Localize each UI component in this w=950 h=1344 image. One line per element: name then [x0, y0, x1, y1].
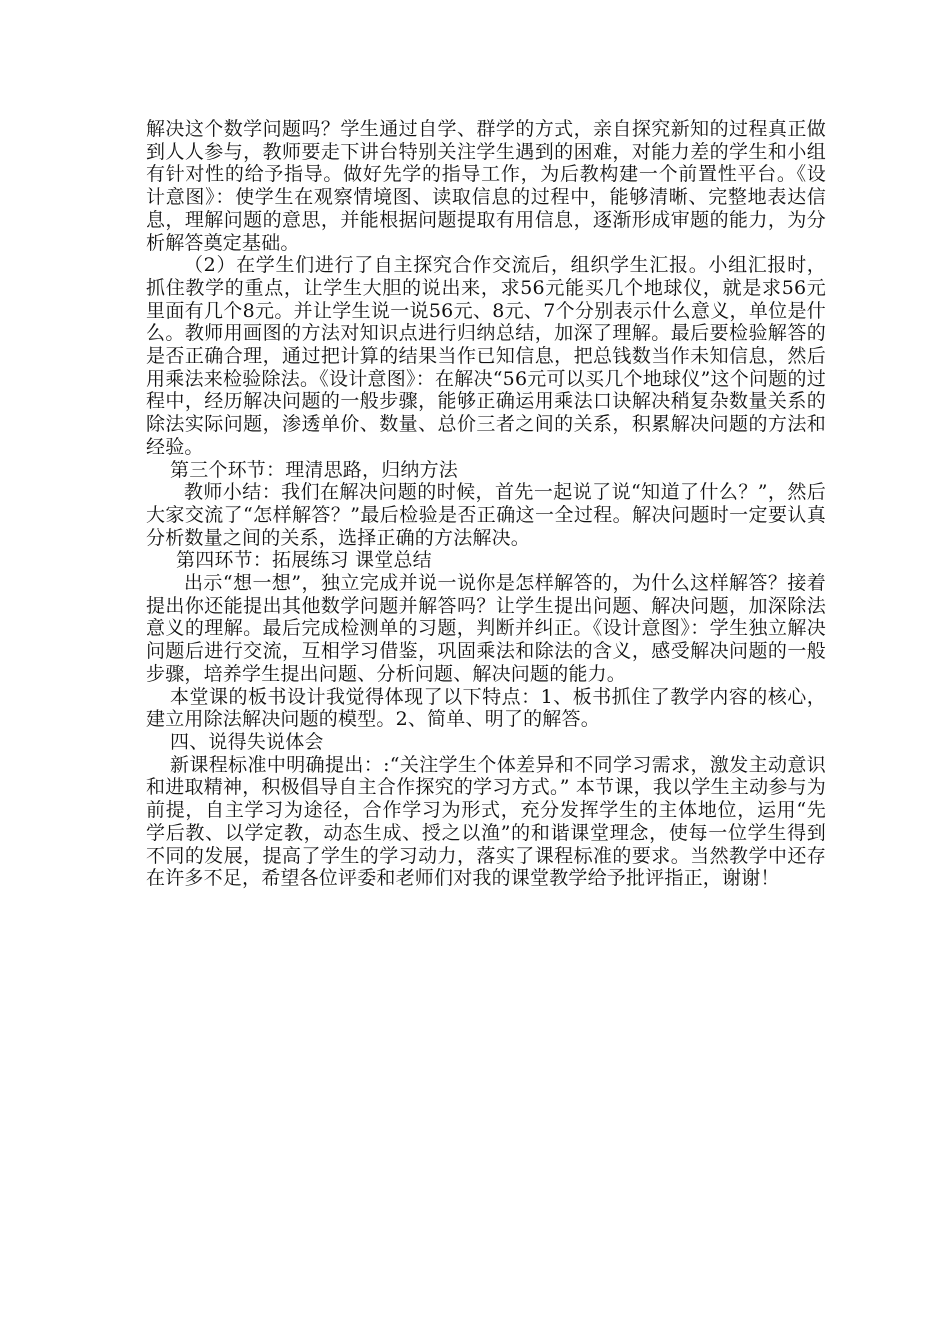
section-heading-third: 第三个环节：理清思路，归纳方法 [170, 458, 459, 481]
paragraph-board-design: 本堂课的板书设计我觉得体现了以下特点：1、板书抓住了教学内容的核心，建立用除法解决问题的模型。2、简单、明了的解答。 [146, 685, 826, 731]
section-heading-fourth: 第四环节：拓展练习 课堂总结 [176, 549, 432, 572]
paragraph-intro: 解决这个数学问题吗？学生通过自学、群学的方式，亲自探究新知的过程真正做到人人参与，教师要走下讲台特别关注学生遇到的困难，对能力差的学生和小组有针对性的给予指导。做好先学的指导工作，为后教构建一个前置性平台。《设计意图》：使学生在观察情境图、读取信息的过程中，能够清晰、完整地表达信息，理解问题的意思，并能根据问题提取有用信息，逐渐形成审题的能力，为分析解答奠定基础。 [146, 118, 826, 254]
document-body [146, 118, 826, 890]
paragraph-teacher-summary: 教师小结：我们在解决问题的时候，首先一起说了说“知道了什么？”，然后大家交流了“怎样解答？”最后检验是否正确这一全过程。解决问题时一定要认真分析数量之间的关系，选择正确的方法解决。 [146, 481, 826, 549]
section-heading-reflection: 四、说得失说体会 [170, 730, 324, 753]
paragraph-reflection: 新课程标准中明确提出：:“关注学生个体差异和不同学习需求，激发主动意识和进取精神，积极倡导自主合作探究的学习方式。” 本节课，我以学生主动参与为前提，自主学习为途径，合作学习为形式，充分发挥学生的主体地位，运用“先学后教、以学定教，动态生成、授之以渔”的和谐课堂理念，使每一位学生得到不同的发展，提高了学生的学习动力，落实了课程标准的要求。当然教学中还存在许多不足，希望各位评委和老师们对我的课堂教学给予批评指正，谢谢！ [146, 753, 826, 890]
paragraph-practice: 出示“想一想”，独立完成并说一说你是怎样解答的，为什么这样解答？接着提出你还能提出其他数学问题并解答吗？让学生提出问题、解决问题，加深除法意义的理解。最后完成检测单的习题，判断并纠正。《设计意图》：学生独立解决问题后进行交流，互相学习借鉴，巩固乘法和除法的含义，感受解决问题的一般步骤，培养学生提出问题、分析问题、解决问题的能力。 [146, 572, 826, 685]
paragraph-report: （2）在学生们进行了自主探究合作交流后，组织学生汇报。小组汇报时，抓住教学的重点，让学生大胆的说出来，求56元能买几个地球仪，就是求56元里面有几个8元。并让学生说一说56元、8元、7个分别表示什么意义，单位是什么。教师用画图的方法对知识点进行归纳总结，加深了理解。最后要检验解答的是否正确合理，通过把计算的结果当作已知信息，把总钱数当作未知信息，然后用乘法来检验除法。《设计意图》：在解决“56元可以买几个地球仪”这个问题的过程中，经历解决问题的一般步骤，能够正确运用乘法口诀解决稍复杂数量关系的除法实际问题，渗透单价、数量、总价三者之间的关系，积累解决问题的方法和经验。 [146, 254, 826, 458]
